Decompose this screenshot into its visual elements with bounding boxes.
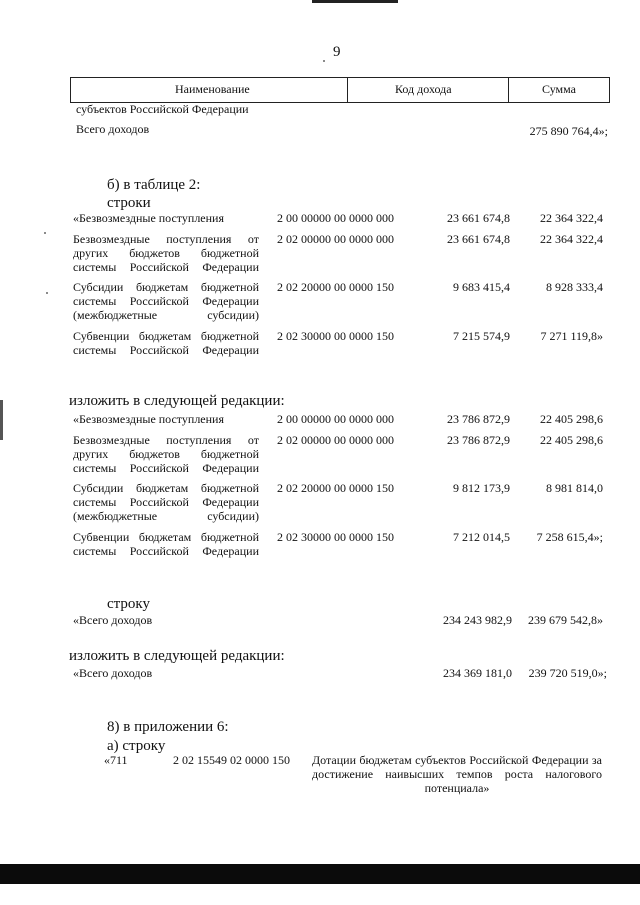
old-row-3-v2: 8 928 333,4 (546, 280, 603, 294)
section-b-heading: б) в таблице 2: (107, 177, 201, 193)
header-code: Код дохода (395, 82, 452, 96)
new-row-3-code: 2 02 20000 00 0000 150 (277, 481, 394, 495)
new-row-1-v1: 23 786 872,9 (447, 412, 510, 426)
total-new-v1: 234 369 181,0 (443, 666, 512, 680)
section-b-sub: строки (107, 195, 151, 211)
total-old-label: «Всего доходов (73, 613, 153, 627)
old-row-1-code: 2 00 00000 00 0000 000 (277, 211, 394, 225)
new-row-2-code: 2 02 00000 00 0000 000 (277, 433, 394, 447)
new-row-4-name: Субвенции бюджетам бюджетной системы Российской Федерации (73, 530, 259, 558)
section-8-heading: 8) в приложении 6: (107, 719, 229, 735)
section-8-admin-code: «711 (104, 753, 128, 767)
carryover-total-label: Всего доходов (76, 122, 150, 136)
new-row-2-v2: 22 405 298,6 (540, 433, 603, 447)
new-row-3-v2: 8 981 814,0 (546, 481, 603, 495)
old-row-3-code: 2 02 20000 00 0000 150 (277, 280, 394, 294)
old-row-3-v1: 9 683 415,4 (453, 280, 510, 294)
scan-speck (44, 232, 46, 234)
carryover-name-tail: субъектов Российской Федерации (76, 102, 249, 116)
new-row-2-name: Безвозмездные поступления от других бюджетов бюджетной системы Российской Федерации (73, 433, 259, 475)
page-number: 9 (333, 44, 341, 60)
section-8-income-code: 2 02 15549 02 0000 150 (173, 753, 290, 767)
section-8-sub: а) строку (107, 738, 166, 754)
carryover-total-value: 275 890 764,4»; (529, 124, 608, 138)
header-cell-name (71, 78, 348, 102)
scan-speck (323, 60, 325, 62)
total-new-label: «Всего доходов (73, 666, 153, 680)
old-row-3-name: Субсидии бюджетам бюджетной системы Российской Федерации (межбюджетные субсидии) (73, 280, 259, 322)
section-8-description: Дотации бюджетам субъектов Российской Федерации за достижение наивысших темпов роста налогового потенциала» (312, 753, 602, 795)
total-heading: строку (107, 596, 150, 612)
scan-edge-left (0, 400, 3, 440)
new-row-2-v1: 23 786 872,9 (447, 433, 510, 447)
new-row-4-code: 2 02 30000 00 0000 150 (277, 530, 394, 544)
old-row-1-v1: 23 661 674,8 (447, 211, 510, 225)
new-row-1-v2: 22 405 298,6 (540, 412, 603, 426)
old-row-4-v1: 7 215 574,9 (453, 329, 510, 343)
scan-edge-top (312, 0, 398, 3)
header-cell-code (348, 78, 509, 102)
old-row-1-name: «Безвозмездные поступления (73, 211, 224, 225)
old-row-2-name: Безвозмездные поступления от других бюджетов бюджетной системы Российской Федерации (73, 232, 259, 274)
total-replace-label: изложить в следующей редакции: (69, 648, 285, 664)
old-row-4-v2: 7 271 119,8» (540, 329, 603, 343)
new-row-4-v2: 7 258 615,4»; (536, 530, 603, 544)
total-old-v2: 239 679 542,8» (528, 613, 603, 627)
scan-speck (46, 292, 48, 294)
old-row-1-v2: 22 364 322,4 (540, 211, 603, 225)
new-row-3-name: Субсидии бюджетам бюджетной системы Российской Федерации (межбюджетные субсидии) (73, 481, 259, 523)
scan-edge-bottom (0, 864, 640, 884)
table-header (70, 77, 610, 103)
section-b-replace-label: изложить в следующей редакции: (69, 393, 285, 409)
old-row-2-v2: 22 364 322,4 (540, 232, 603, 246)
old-row-2-code: 2 02 00000 00 0000 000 (277, 232, 394, 246)
new-row-4-v1: 7 212 014,5 (453, 530, 510, 544)
new-row-1-code: 2 00 00000 00 0000 000 (277, 412, 394, 426)
new-row-3-v1: 9 812 173,9 (453, 481, 510, 495)
total-new-v2: 239 720 519,0»; (528, 666, 607, 680)
total-old-v1: 234 243 982,9 (443, 613, 512, 627)
new-row-1-name: «Безвозмездные поступления (73, 412, 224, 426)
old-row-2-v1: 23 661 674,8 (447, 232, 510, 246)
header-sum: Сумма (542, 82, 576, 96)
old-row-4-name: Субвенции бюджетам бюджетной системы Российской Федерации (73, 329, 259, 357)
header-name: Наименование (175, 82, 250, 96)
old-row-4-code: 2 02 30000 00 0000 150 (277, 329, 394, 343)
